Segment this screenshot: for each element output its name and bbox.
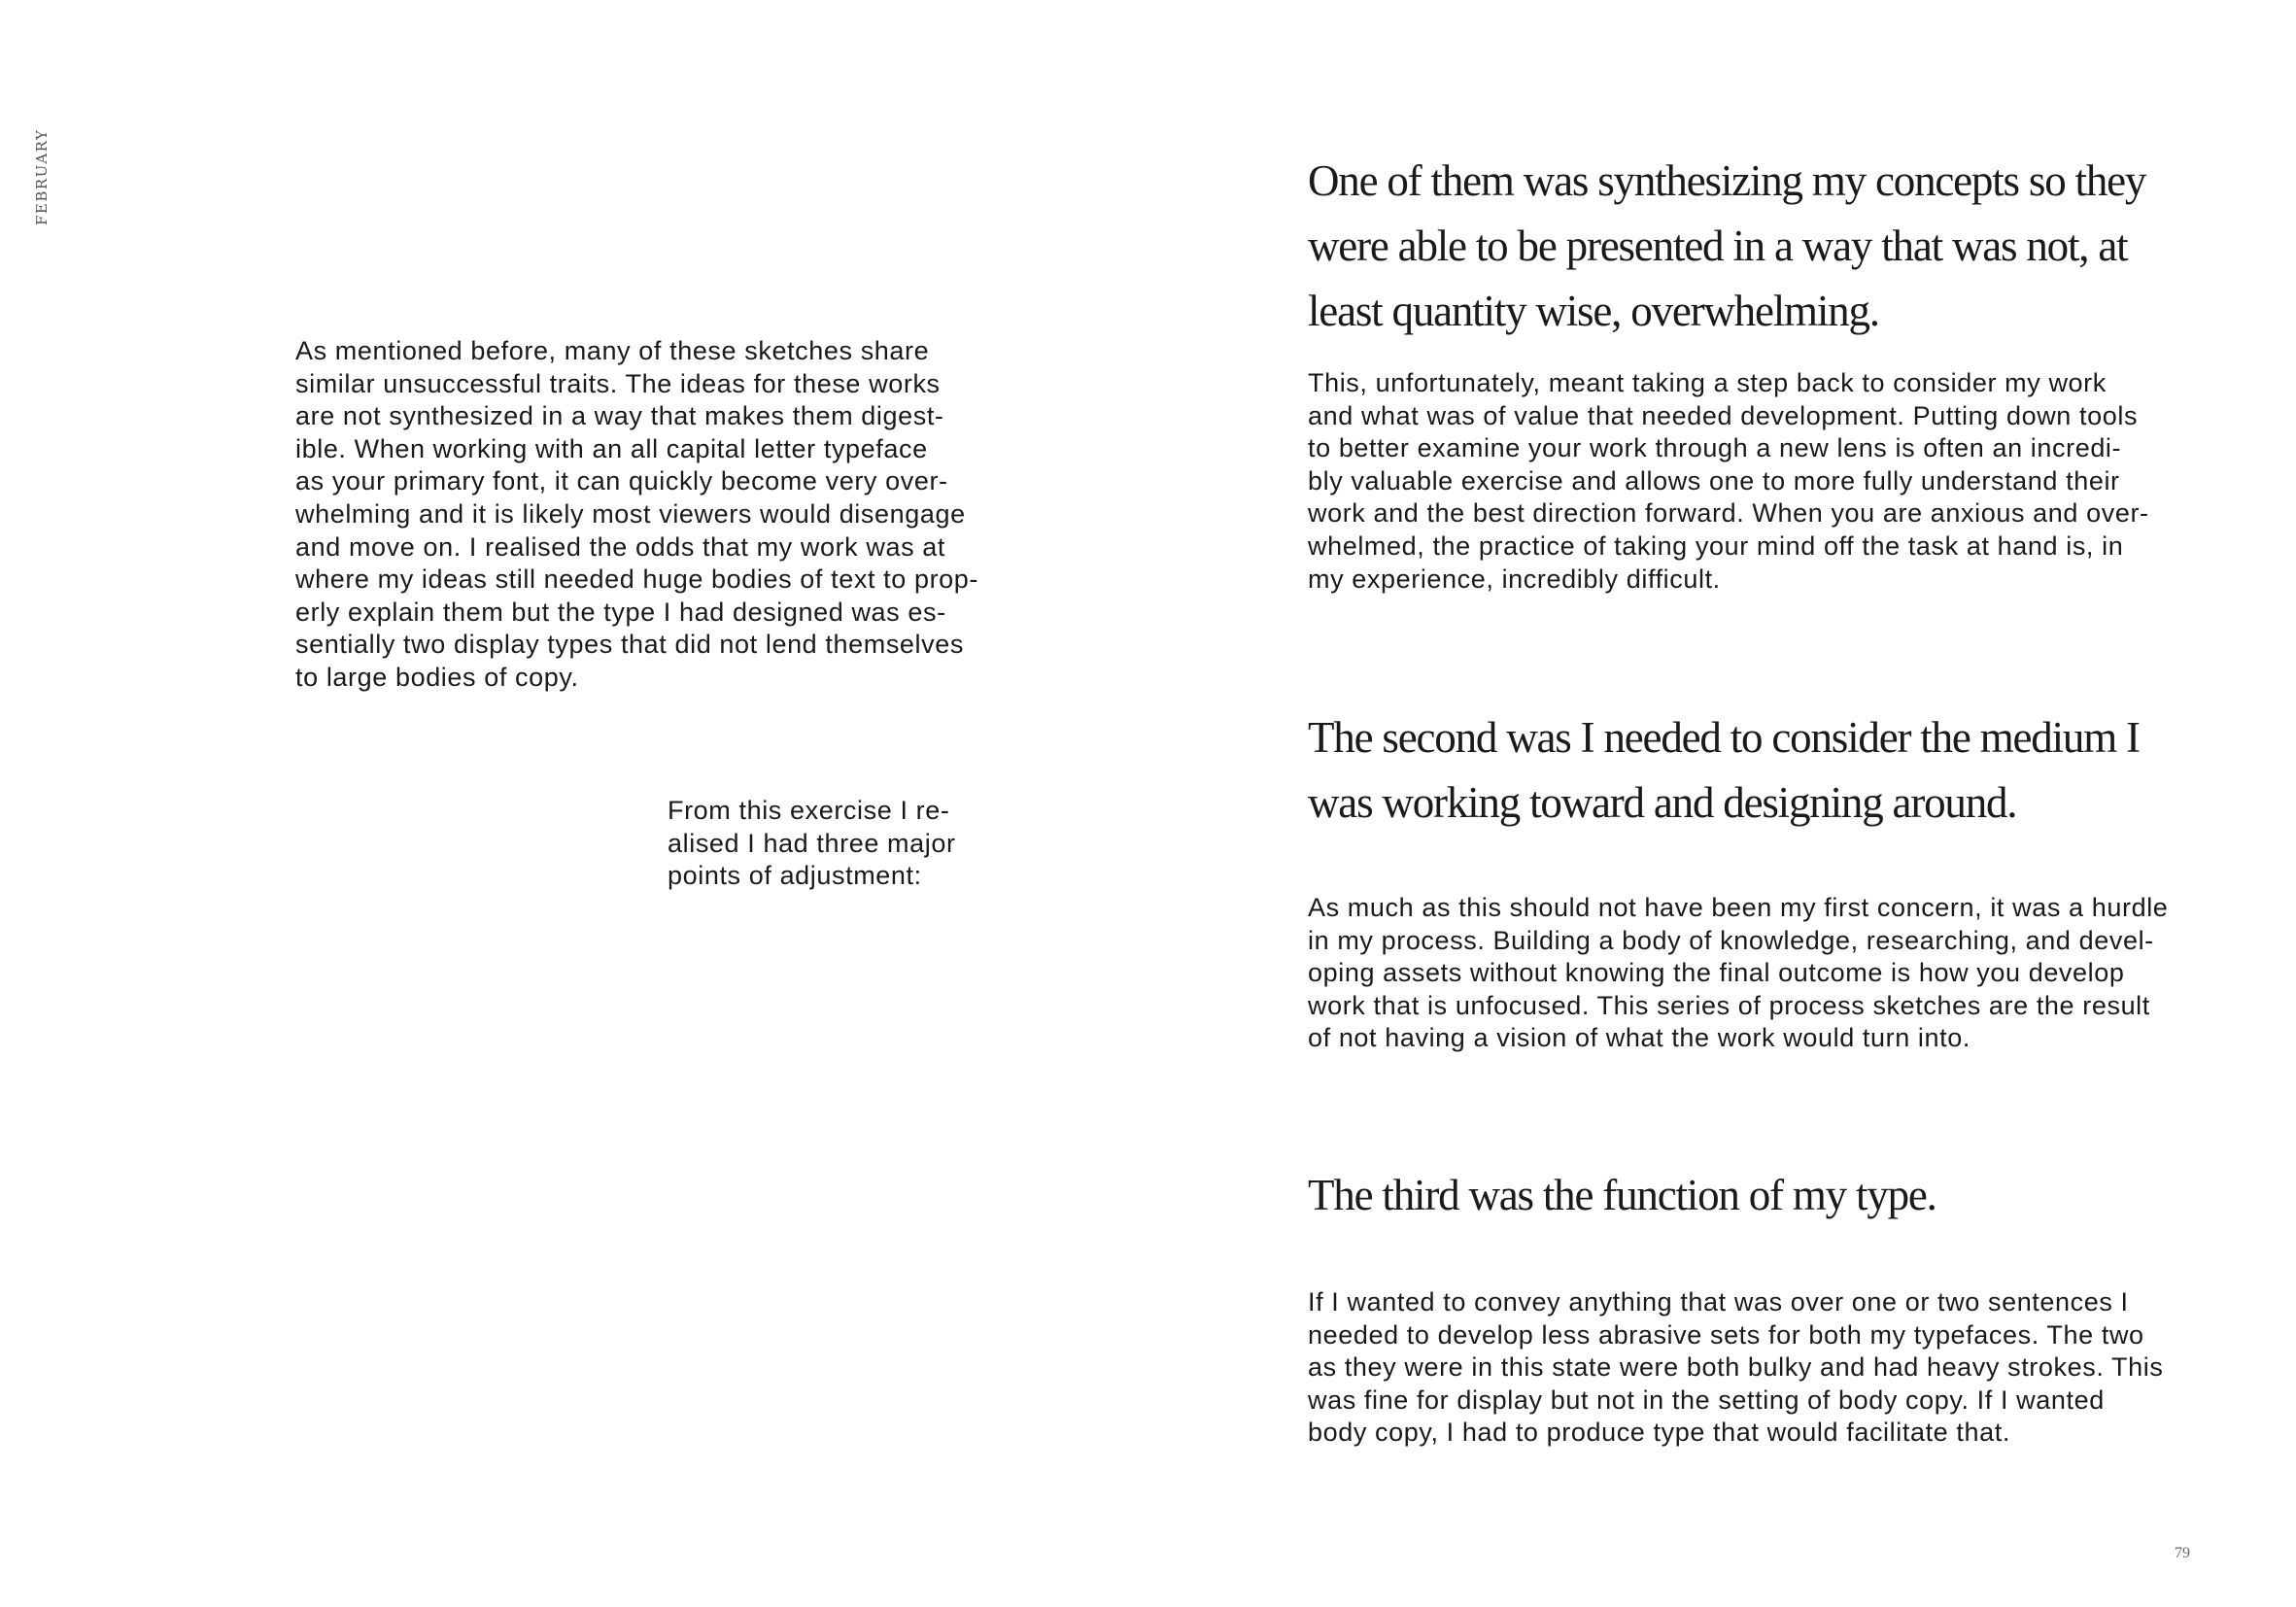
text-line: whelmed, the practice of taking your mind off the task at hand is, in: [1308, 530, 2124, 561]
text-line: similar unsuccessful traits. The ideas for these works: [295, 368, 941, 398]
text-line: are not synthesized in a way that makes them digest-: [295, 401, 944, 431]
text-line: From this exercise I re-: [668, 796, 950, 825]
paragraph-medium: [1308, 892, 2168, 1055]
heading-function-of-type: [1308, 1163, 1936, 1228]
text-line: as they were in this state were both bulky and had heavy strokes. This: [1308, 1352, 2164, 1383]
paragraph-function-of-type: [1308, 1286, 2163, 1450]
text-line: points of adjustment:: [668, 861, 922, 891]
text-line: as your primary font, it can quickly become very over-: [295, 466, 948, 496]
text-line: As much as this should not have been my first concern, it was a hurdle: [1308, 893, 2169, 922]
text-line: If I wanted to convey anything that was over one or two sentences I: [1308, 1287, 2129, 1316]
text-line: to better examine your work through a new lens is often an incredi-: [1308, 433, 2122, 463]
text-line: bly valuable exercise and allows one to more fully understand their: [1308, 465, 2120, 496]
text-line: least quantity wise, overwhelming.: [1308, 287, 1879, 335]
intro-paragraph: [295, 335, 978, 695]
text-line: The second was I needed to consider the medium I: [1308, 713, 2140, 762]
text-line: needed to develop less abrasive sets for both my typefaces. The two: [1308, 1319, 2144, 1350]
text-line: whelming and it is likely most viewers would disengage: [295, 498, 966, 529]
text-line: and move on. I realised the odds that my work was at: [295, 531, 946, 562]
text-line: sentially two display types that did not lend themselves: [295, 630, 964, 660]
text-line: erly explain them but the type I had designed was es-: [295, 597, 946, 627]
text-line: was working toward and designing around.: [1308, 778, 2017, 827]
text-line: This, unfortunately, meant taking a step back to consider my work: [1308, 368, 2107, 397]
text-line: were able to be presented in a way that was not, at: [1308, 222, 2128, 270]
text-line: work and the best direction forward. When you are anxious and over-: [1308, 498, 2149, 529]
text-line: my experience, incredibly difficult.: [1308, 564, 1721, 594]
aside-paragraph: [668, 795, 956, 893]
running-head: FEBRUARY: [33, 128, 51, 225]
text-line: work that is unfocused. This series of process sketches are the result: [1308, 990, 2150, 1020]
text-line: in my process. Building a body of knowledge, researching, and devel-: [1308, 925, 2154, 955]
text-line: was fine for display but not in the setting of body copy. If I wanted: [1308, 1385, 2105, 1415]
paragraph-step-back: [1308, 367, 2149, 596]
text-line: The third was the function of my type.: [1308, 1171, 1936, 1219]
text-line: alised I had three major: [668, 828, 956, 858]
heading-medium: [1308, 705, 2140, 836]
text-line: ible. When working with an all capital letter typeface: [295, 433, 928, 463]
text-line: to large bodies of copy.: [295, 662, 579, 692]
text-line: body copy, I had to produce type that would facilitate that.: [1308, 1418, 2010, 1448]
text-line: where my ideas still needed huge bodies of text to prop-: [295, 564, 978, 595]
text-line: of not having a vision of what the work would turn into.: [1308, 1023, 1970, 1053]
page-number: 79: [2175, 1545, 2190, 1561]
text-line: and what was of value that needed development. Putting down tools: [1308, 400, 2139, 430]
text-line: As mentioned before, many of these sketches share: [295, 336, 930, 365]
text-line: oping assets without knowing the final outcome is how you develop: [1308, 958, 2125, 988]
text-line: One of them was synthesizing my concepts so they: [1308, 156, 2146, 205]
heading-synthesizing-concepts: [1308, 149, 2145, 344]
